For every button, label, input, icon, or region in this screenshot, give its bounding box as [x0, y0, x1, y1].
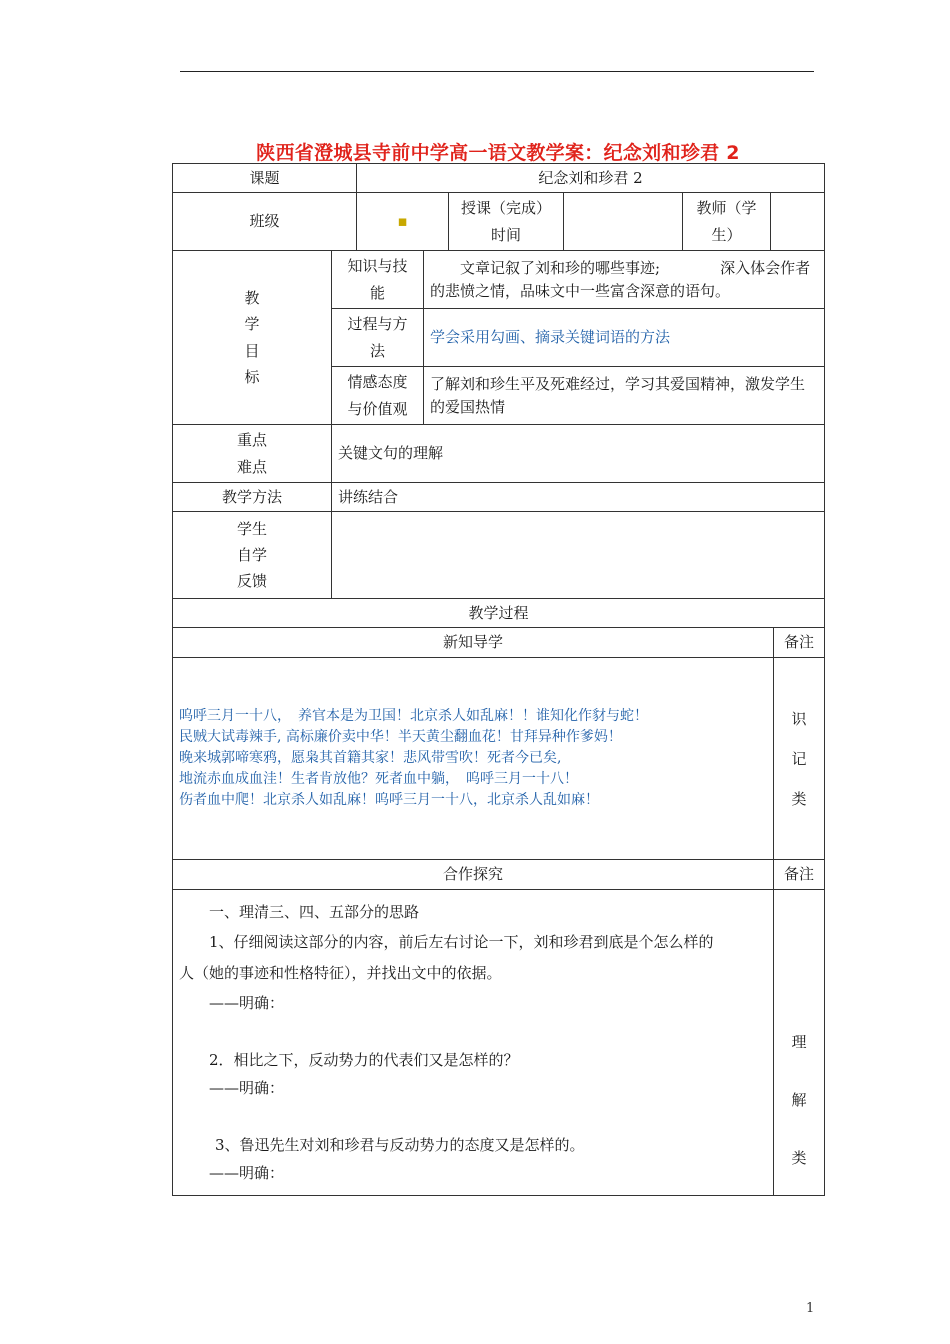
key-points-label: 重点 难点 — [173, 425, 332, 483]
answer-1: ——明确： — [209, 994, 285, 1012]
topic-row — [173, 164, 825, 193]
goal-knowledge-row — [173, 251, 825, 309]
emotion-text: 了解刘和珍生平及死难经过，学习其爱国精神，激发学生的爱国热情 — [424, 367, 825, 425]
feedback-text — [332, 512, 825, 599]
new-knowledge-header: 新知导学 — [173, 628, 774, 658]
knowledge-label: 知识与技 能 — [332, 251, 424, 309]
explore-note-header: 备注 — [774, 860, 825, 890]
new-knowledge-header-row — [173, 628, 825, 658]
page-number: 1 — [806, 1301, 815, 1316]
answer-2: ——明确： — [209, 1079, 285, 1097]
process-label: 过程与方 法 — [332, 309, 424, 367]
header-rule — [180, 71, 814, 72]
feedback-row — [173, 512, 825, 599]
method-text: 讲练结合 — [332, 483, 825, 512]
class-row — [173, 193, 825, 251]
poem-line: 民贼大试毒辣手, 高标廉价卖中华！半天黄尘翻血花！甘拜异种作爹妈！ — [179, 729, 622, 745]
new-knowledge-row — [173, 658, 825, 860]
topic-value: 纪念刘和珍君 2 — [357, 164, 825, 193]
teacher-label: 教师（学 生） — [683, 193, 771, 251]
key-points-text: 关键文句的理解 — [332, 425, 825, 483]
question-1-cont: 人（她的事迹和性格特征），并找出文中的依据。 — [179, 963, 502, 982]
question-1: 1、仔细阅读这部分的内容，前后左右讨论一下，刘和珍君到底是个怎么样的 — [209, 933, 714, 951]
class-value: ▪ — [357, 193, 449, 251]
question-2: 2．相比之下，反动势力的代表们又是怎样的？ — [209, 1050, 519, 1069]
goals-label: 教 学 目 标 — [173, 251, 332, 425]
time-label: 授课（完成） 时间 — [449, 193, 564, 251]
time-value — [564, 193, 683, 251]
explore-header: 合作探究 — [173, 860, 774, 890]
teacher-value — [771, 193, 825, 251]
process-header-row — [173, 599, 825, 628]
answer-3: ——明确： — [209, 1164, 285, 1182]
poem-line: 伤者血中爬！北京杀人如乱麻！呜呼三月一十八，北京杀人乱如麻！ — [179, 792, 599, 808]
explore-text — [173, 890, 774, 1196]
topic-label: 课题 — [173, 164, 357, 193]
poem-line: 地流赤血成血洼！生者肯放他？死者血中躺， 呜呼三月一十八！ — [179, 771, 578, 787]
feedback-label: 学生 自学 反馈 — [173, 512, 332, 599]
emotion-label: 情感态度 与价值观 — [332, 367, 424, 425]
class-label: 班级 — [173, 193, 357, 251]
poem-line: 晚来城郭啼寒鸦，愿枭其首籍其家！悲风带雪吹！死者今已矣, — [179, 750, 562, 766]
new-knowledge-note-header: 备注 — [774, 628, 825, 658]
poem-text — [173, 658, 774, 860]
document-title: 陕西省澄城县寺前中学高一语文教学案：纪念刘和珍君 2 — [256, 142, 740, 164]
explore-row — [173, 890, 825, 1196]
process-header: 教学过程 — [173, 599, 825, 628]
method-label: 教学方法 — [173, 483, 332, 512]
lesson-plan-table — [172, 163, 825, 1196]
poem-line: 呜呼三月一十八， 养官本是为卫国！北京杀人如乱麻！！谁知化作豺与蛇！ — [179, 708, 648, 724]
method-row — [173, 483, 825, 512]
explore-header-row — [173, 860, 825, 890]
key-points-row — [173, 425, 825, 483]
question-3: 3、鲁迅先生对刘和珍君与反动势力的态度又是怎样的。 — [215, 1135, 585, 1154]
explore-note: 理 解 类 — [774, 890, 825, 1196]
new-knowledge-note: 识 记 类 — [774, 658, 825, 860]
process-text: 学会采用勾画、摘录关键词语的方法 — [424, 309, 825, 367]
explore-heading: 一、理清三、四、五部分的思路 — [209, 902, 420, 921]
knowledge-text: 文章记叙了刘和珍的哪些事迹; 深入体会作者的悲愤之情，品味文中一些富含深意的语句。 — [424, 251, 825, 309]
